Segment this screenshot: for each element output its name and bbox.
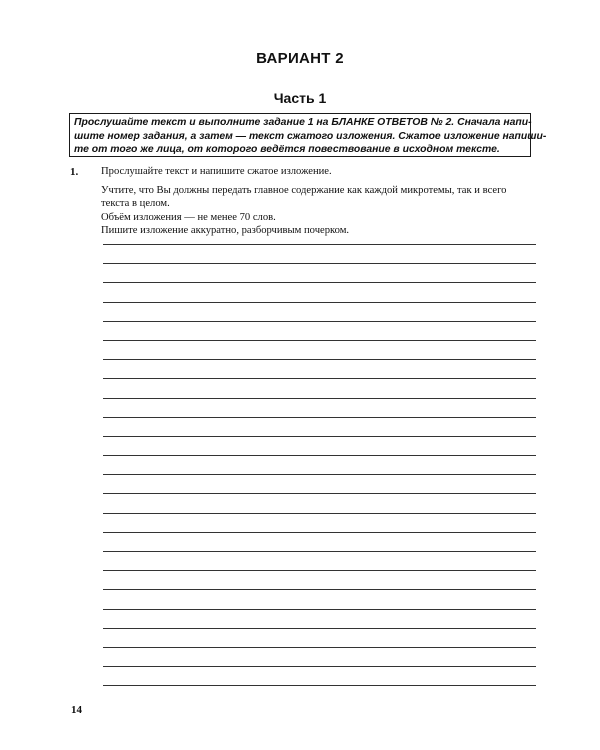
answer-line bbox=[103, 436, 536, 437]
answer-line bbox=[103, 359, 536, 360]
part-title: Часть 1 bbox=[273, 90, 327, 106]
answer-line bbox=[103, 666, 536, 667]
task-handwriting: Пишите изложение аккуратно, разборчивым почерком. bbox=[101, 224, 350, 236]
answer-line bbox=[103, 589, 536, 590]
answer-line bbox=[103, 493, 536, 494]
answer-line bbox=[103, 685, 536, 686]
instruction-line-2: шите номер задания, а затем — текст сжатого изложения. Сжатое изложение напиши- bbox=[74, 130, 547, 142]
answer-line bbox=[103, 263, 536, 264]
page-number: 14 bbox=[71, 704, 82, 716]
answer-line bbox=[103, 647, 536, 648]
answer-line bbox=[103, 455, 536, 456]
answer-lines bbox=[103, 244, 536, 705]
task-note-line-1: Учтите, что Вы должны передать главное содержание как каждой микротемы, так и всего bbox=[101, 185, 507, 197]
task-note-line-2: текста в целом. bbox=[101, 198, 170, 210]
answer-line bbox=[103, 321, 536, 322]
answer-line bbox=[103, 398, 536, 399]
instruction-line-3: те от того же лица, от которого ведётся повествование в исходном тексте. bbox=[74, 144, 500, 155]
instruction-box bbox=[69, 113, 547, 157]
variant-title: ВАРИАНТ 2 bbox=[256, 50, 344, 67]
answer-line bbox=[103, 513, 536, 514]
answer-line bbox=[103, 532, 536, 533]
answer-line bbox=[103, 609, 536, 610]
answer-line bbox=[103, 302, 536, 303]
task-text bbox=[101, 165, 541, 237]
answer-line bbox=[103, 570, 536, 571]
answer-line bbox=[103, 244, 536, 245]
answer-line bbox=[103, 282, 536, 283]
answer-line bbox=[103, 417, 536, 418]
answer-line bbox=[103, 628, 536, 629]
answer-line bbox=[103, 340, 536, 341]
answer-line bbox=[103, 378, 536, 379]
answer-line bbox=[103, 474, 536, 475]
task-intro: Прослушайте текст и напишите сжатое изложение. bbox=[101, 166, 332, 177]
task-number: 1. bbox=[70, 166, 79, 178]
answer-line bbox=[103, 551, 536, 552]
task-volume: Объём изложения — не менее 70 слов. bbox=[101, 211, 276, 223]
instruction-line-1: Прослушайте текст и выполните задание 1 на БЛАНКЕ ОТВЕТОВ № 2. Сначала напи- bbox=[74, 117, 532, 128]
